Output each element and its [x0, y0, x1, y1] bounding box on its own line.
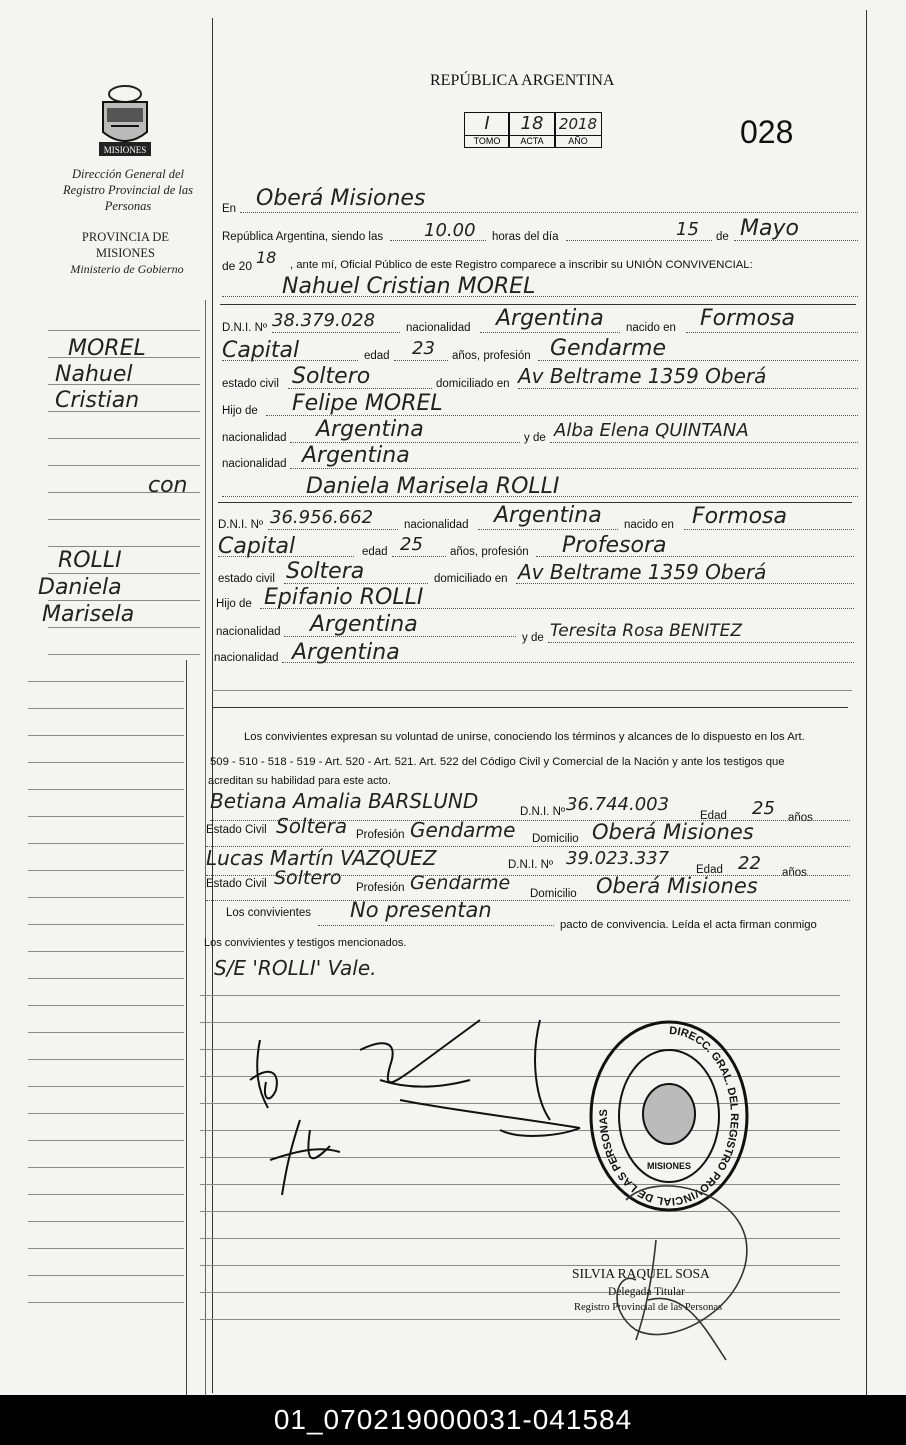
p2-lugar-line [218, 556, 354, 557]
w2-edad-label: Edad [696, 864, 723, 876]
p1-estado-label: estado civil [222, 378, 279, 390]
left-margin-border [212, 18, 213, 1393]
margin-ruled-line [28, 1194, 184, 1195]
margin-ruled-line [28, 789, 184, 790]
p1-lugar-line [222, 360, 358, 361]
p2-nacido-line [684, 529, 854, 530]
margin-ruled-line [28, 681, 184, 682]
w1-estado-label: Estado Civil [206, 824, 267, 836]
margin-ruled-line [28, 735, 184, 736]
p1-padre-value: Felipe MOREL [292, 391, 443, 416]
w2-edad-value: 22 [738, 853, 761, 874]
margin-ruled-line [28, 1140, 184, 1141]
p2-madre-line [548, 642, 854, 643]
officer-name: SILVIA RAQUEL SOSA [572, 1266, 710, 1281]
p2-nacido-label: nacido en [624, 519, 674, 531]
w1-profesion-value: Gendarme [410, 818, 516, 842]
w2-estado-value: Soltero [274, 867, 342, 889]
margin-ruled-line [48, 519, 200, 520]
province-name: PROVINCIA DE MISIONES [81, 230, 170, 260]
tomo-box [464, 112, 510, 148]
year-suffix: 18 [256, 248, 277, 267]
month-value: Mayo [740, 216, 799, 241]
margin-ruled-line [28, 1086, 184, 1087]
w1-domicilio-label: Domicilio [532, 833, 579, 845]
w1-anios-label: años [788, 812, 813, 824]
w1-edad-value: 25 [752, 798, 775, 819]
day-line [566, 240, 712, 241]
body-ruled-line [200, 995, 840, 996]
w1-dni-value: 36.744.003 [566, 794, 670, 815]
anio-value: 2018 [558, 115, 598, 133]
en-label: En [222, 203, 237, 215]
p1-madre-value: Alba Elena QUINTANA [554, 420, 749, 441]
w2-profesion-label: Profesión [356, 882, 405, 894]
siendo-label: República Argentina, siendo las [222, 231, 384, 243]
w1-profesion-label: Profesión [356, 829, 405, 841]
p1-nacido-line [686, 332, 858, 333]
p2-padre-value: Epifanio ROLLI [264, 585, 424, 610]
p1-estado-value: Soltero [292, 364, 371, 389]
place-line [240, 212, 858, 213]
p2-estado-value: Soltera [286, 559, 365, 584]
w2-dni-value: 39.023.337 [566, 848, 670, 869]
p2-ydem-label: y de [522, 632, 544, 644]
p1-nacido-label: nacido en [626, 322, 676, 334]
margin-party1-first-name: Nahuel [55, 362, 133, 387]
w2-domicilio-label: Domicilio [530, 888, 577, 900]
p1-nacionalidad-value: Argentina [496, 306, 604, 331]
w1-edad-label: Edad [700, 810, 727, 822]
day-value: 15 [676, 219, 699, 240]
w2-name: Lucas Martín VAZQUEZ [206, 846, 437, 870]
margin-ruled-line [28, 1167, 184, 1168]
p1-hijo-label: Hijo de [222, 405, 258, 417]
place-value: Oberá Misiones [256, 186, 426, 211]
p2-nacionalidad-line [478, 529, 618, 530]
margin-ruled-line [28, 1248, 184, 1249]
w2-domicilio-value: Oberá Misiones [596, 874, 758, 898]
p2-edad-value: 25 [400, 534, 423, 555]
p1-dni-line [272, 332, 400, 333]
acta-label: ACTA [509, 135, 555, 147]
institution-name: Dirección General del Registro Provincial de las Personas [63, 167, 193, 213]
p2-edad-label: edad [362, 546, 388, 558]
w2-line-2 [206, 900, 850, 901]
section-separator-1 [220, 304, 856, 305]
officer-signature [596, 1180, 776, 1380]
stamp-center-text: MISIONES [646, 1161, 692, 1171]
margin-ruled-line [48, 573, 200, 574]
party1-full-name: Nahuel Cristian MOREL [282, 274, 536, 299]
acta-value: 18 [520, 113, 544, 134]
p1-dni-label: D.N.I. Nº [222, 322, 268, 334]
year-prefix: de 20 [222, 259, 253, 273]
p1-madre-line [550, 442, 858, 443]
acta-box [508, 112, 556, 148]
p2-nac-padre-value: Argentina [310, 612, 418, 637]
coat-of-arms-text: MISIONES [103, 145, 147, 155]
hour-value: 10.00 [424, 220, 476, 241]
p1-dni-value: 38.379.028 [272, 310, 376, 331]
p2-dni-label: D.N.I. Nº [218, 519, 264, 531]
margin-ruled-line [48, 330, 200, 331]
right-border [866, 10, 867, 1395]
p2-dni-line [268, 529, 398, 530]
margin-ruled-line [28, 762, 184, 763]
margin-ruled-line [28, 1059, 184, 1060]
p1-edad-label: edad [364, 350, 390, 362]
margin-ruled-line [28, 1032, 184, 1033]
anio-label: AÑO [555, 135, 601, 147]
w1-name: Betiana Amalia BARSLUND [210, 789, 479, 813]
p2-nacionalidad-label: nacionalidad [404, 519, 469, 531]
p1-edad-value: 23 [412, 338, 435, 359]
w2-estado-label: Estado Civil [206, 878, 267, 890]
officer-title: Delegada Titular [608, 1286, 685, 1298]
document-title: REPÚBLICA ARGENTINA [430, 72, 615, 89]
margin-ruled-line [28, 708, 184, 709]
w2-profesion-value: Gendarme [410, 872, 511, 894]
image-identifier: 01_070219000031-041584 [0, 1395, 906, 1445]
margin-ruled-line [28, 870, 184, 871]
w2-dni-label: D.N.I. Nº [508, 859, 554, 871]
signature-scribbles [240, 1010, 620, 1210]
p2-domicilio-label: domiciliado en [434, 573, 508, 585]
margin-party1-second-name: Cristian [55, 388, 140, 413]
margin-ruled-line [28, 1005, 184, 1006]
margin-ruled-line [48, 465, 200, 466]
tomo-label: TOMO [465, 135, 509, 147]
p1-nac-madre-value: Argentina [302, 443, 410, 468]
margin-ruled-line [48, 546, 200, 547]
ministry-name: Ministerio de Gobierno [70, 262, 184, 276]
p1-nacionalidad-label: nacionalidad [406, 322, 471, 334]
p1-profesion-value: Gendarme [550, 336, 666, 361]
anio-box [554, 112, 602, 148]
p1-domicilio-line [518, 388, 858, 389]
province-coat-of-arms-icon [93, 84, 157, 160]
pacto-label: pacto de convivencia. Leída el acta firman conmigo [560, 919, 817, 931]
margin-party1-surname: MOREL [68, 336, 146, 361]
p2-lugar-extra: Capital [218, 534, 296, 559]
page-edge [186, 660, 187, 1395]
convivientes-label: Los convivientes [226, 907, 312, 919]
w1-dni-label: D.N.I. Nº [520, 806, 566, 818]
margin-ruled-line [28, 1275, 184, 1276]
p1-nac-madre-line [290, 468, 858, 469]
p2-madre-value: Teresita Rosa BENITEZ [550, 621, 743, 641]
margin-ruled-line [28, 924, 184, 925]
comparece-text: , ante mí, Oficial Público de este Registro comparece a inscribir su UNIÓN CONVIVENCIAL: [290, 259, 753, 271]
margin-party2-first-name: Daniela [38, 575, 122, 600]
pacto-line [318, 925, 554, 926]
p1-domicilio-label: domiciliado en [436, 378, 510, 390]
officer-office: Registro Provincial de las Personas [574, 1302, 723, 1313]
p2-domicilio-value: Av Beltrame 1359 Oberá [518, 560, 767, 584]
w1-domicilio-value: Oberá Misiones [592, 820, 754, 844]
margin-ruled-line [48, 600, 200, 601]
p1-nacido-value: Formosa [700, 306, 795, 331]
p2-nac-padre-label: nacionalidad [216, 626, 281, 638]
margin-party2-second-name: Marisela [42, 602, 135, 627]
p1-nac-padre-value: Argentina [316, 417, 424, 442]
p1-domicilio-value: Av Beltrame 1359 Oberá [518, 364, 767, 388]
p1-edad-line [394, 360, 448, 361]
p2-hijo-label: Hijo de [216, 598, 252, 610]
enmienda-text: S/E 'ROLLI' Vale. [214, 956, 377, 980]
statement-line-3: acreditan su habilidad para este acto. [208, 775, 391, 787]
margin-ruled-line [28, 951, 184, 952]
margin-ruled-line [48, 654, 200, 655]
p2-edad-line [392, 556, 446, 557]
p1-nac-padre-label: nacionalidad [222, 432, 287, 444]
pacto-value: No presentan [350, 898, 492, 922]
margin-ruled-line [28, 1113, 184, 1114]
horas-label: horas del día [492, 231, 559, 243]
p2-dni-value: 36.956.662 [270, 507, 374, 528]
p2-nac-madre-value: Argentina [292, 640, 400, 665]
statement-line-2: 509 - 510 - 518 - 519 - Art. 520 - Art. 521. Art. 522 del Código Civil y Comercial de la Nación y ante los testigos que [210, 756, 785, 768]
w1-estado-value: Soltera [276, 814, 348, 838]
p2-nacido-value: Formosa [692, 504, 787, 529]
party2-full-name: Daniela Marisela ROLLI [306, 474, 560, 499]
margin-ruled-line [28, 843, 184, 844]
margin-ruled-line [48, 627, 200, 628]
closing-line-2: Los convivientes y testigos mencionados. [204, 937, 407, 949]
p2-profesion-value: Profesora [562, 533, 667, 558]
p2-nac-madre-label: nacionalidad [214, 652, 279, 664]
margin-ruled-line [28, 978, 184, 979]
tomo-value: I [484, 113, 490, 134]
margin-party2-surname: ROLLI [58, 548, 122, 573]
p2-nacionalidad-value: Argentina [494, 503, 602, 528]
p1-profesion-label: años, profesión [452, 350, 531, 362]
p2-estado-label: estado civil [218, 573, 275, 585]
margin-ruled-line [28, 816, 184, 817]
p2-profesion-label: años, profesión [450, 546, 529, 558]
section-line-3 [212, 690, 852, 691]
statement-line-1: Los convivientes expresan su voluntad de unirse, conociendo los términos y alcances de lo dispuesto en los Art. [244, 731, 805, 743]
margin-ruled-line [48, 438, 200, 439]
p1-lugar-extra: Capital [222, 338, 300, 363]
p1-nacionalidad-line [480, 332, 620, 333]
stamp-ring-text: DIRECC. GRAL. DEL REGISTRO PROVINCIAL DE LAS PERSONAS [597, 1024, 740, 1208]
de-label: de [716, 231, 729, 243]
p1-ydem-label: y de [524, 432, 546, 444]
margin-ruled-line [28, 897, 184, 898]
section-separator-3 [212, 707, 848, 708]
margin-ruled-line [28, 1221, 184, 1222]
folio-number: 028 [740, 114, 794, 150]
margin-con: con [148, 473, 188, 498]
margin-ruled-line [28, 1302, 184, 1303]
w2-anios-label: años [782, 867, 807, 879]
p1-nac-madre-label: nacionalidad [222, 458, 287, 470]
